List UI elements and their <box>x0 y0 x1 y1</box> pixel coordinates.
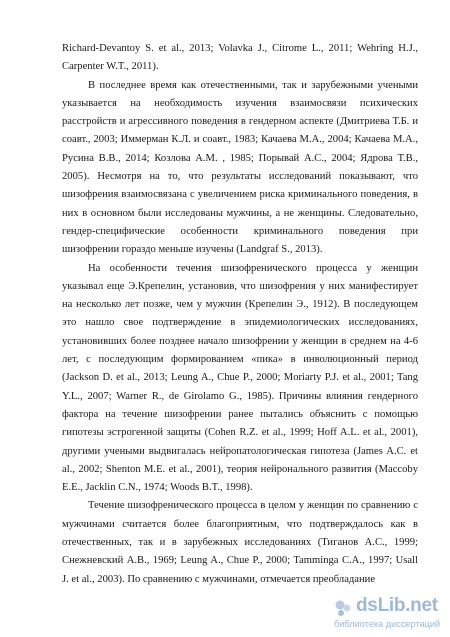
watermark-subtitle: библиотека диссертаций <box>334 619 441 629</box>
paragraph-4: Течение шизофренического процесса в целом у женщин по сравнению с мужчинами считается более благоприятным, что подтверждалось как в отечественных, так и в зарубежных исследованиях (Тиганов А.С., 1999; Снежневский А.В., 1969; Leung A., Chue P., 2000; Tamminga C.A., 1997; Usall J. et al., 2003). По сравнению с мужчинами, отмечается преобладание <box>62 500 418 585</box>
dslib-watermark <box>332 597 440 631</box>
paragraph-3: На особенности течения шизофренического процесса у женщин указывал еще Э.Крепелин, установив, что шизофрения у них манифестирует на несколько лет позже, чем у мужчин (Крепелин Э., 1912). В последующем это нашло свое подтверждение в эпидемиологических исследованиях, установивших более позднее начало шизофрении у женщин в среднем на 4-6 лет, с последующим формированием «пика» в инволюционный период (Jackson D. et al., 2013; Leung A., Chue P., 2000; Moriarty P.J. et al., 2001; Tang Y.L., 2007; Warner R., de Girolamo G., 1985). Причины влияния гендерного фактора на течение шизофрении ранее пытались объяснить с помощью гипотезы эстрогенной защиты (Cohen R.Z. et al., 1999; Hoff A.L. et al., 2001), другими учеными выдвигалась нейропатологическая гипотеза (James A.C. et al., 2002; Shenton M.E. et al., 2001), теория нейронального развития (Maccoby E.E., Jacklin C.N., 1974; Woods B.T., 1998). <box>62 262 418 494</box>
paragraph-2: В последнее время как отечественными, так и зарубежными учеными указывается на необходимость изучения взаимосвязи психических расстройств и агрессивного поведения в гендерном аспекте (Дмитриева Т.Б. и соавт., 2003; Иммерман К.Л. и соавт., 1983; Качаева М.А., 2004; Качаева М.А., Русина В.В., 2014; Козлова А.М. , 1985; Порывай А.С., 2004; Ядрова Т.В., 2005). Несмотря на то, что результаты исследований показывают, что шизофрения взаимосвязана с увеличением риска криминального поведения, в них в основном были исследованы мужчины, а не женщины. Следовательно, гендер-специфические особенности криминального поведения при шизофрении гораздо меньше изучены (Landgraf S., 2013). <box>62 79 418 256</box>
watermark-title: dsLib.net <box>356 595 438 616</box>
dslib-logo-icon <box>332 597 354 619</box>
paragraph-1: Richard-Devantoy S. et al., 2013; Volavka J., Citrome L., 2011; Wehring H.J., Carpenter W.T., 2011). <box>62 43 418 73</box>
document-page <box>62 40 418 589</box>
